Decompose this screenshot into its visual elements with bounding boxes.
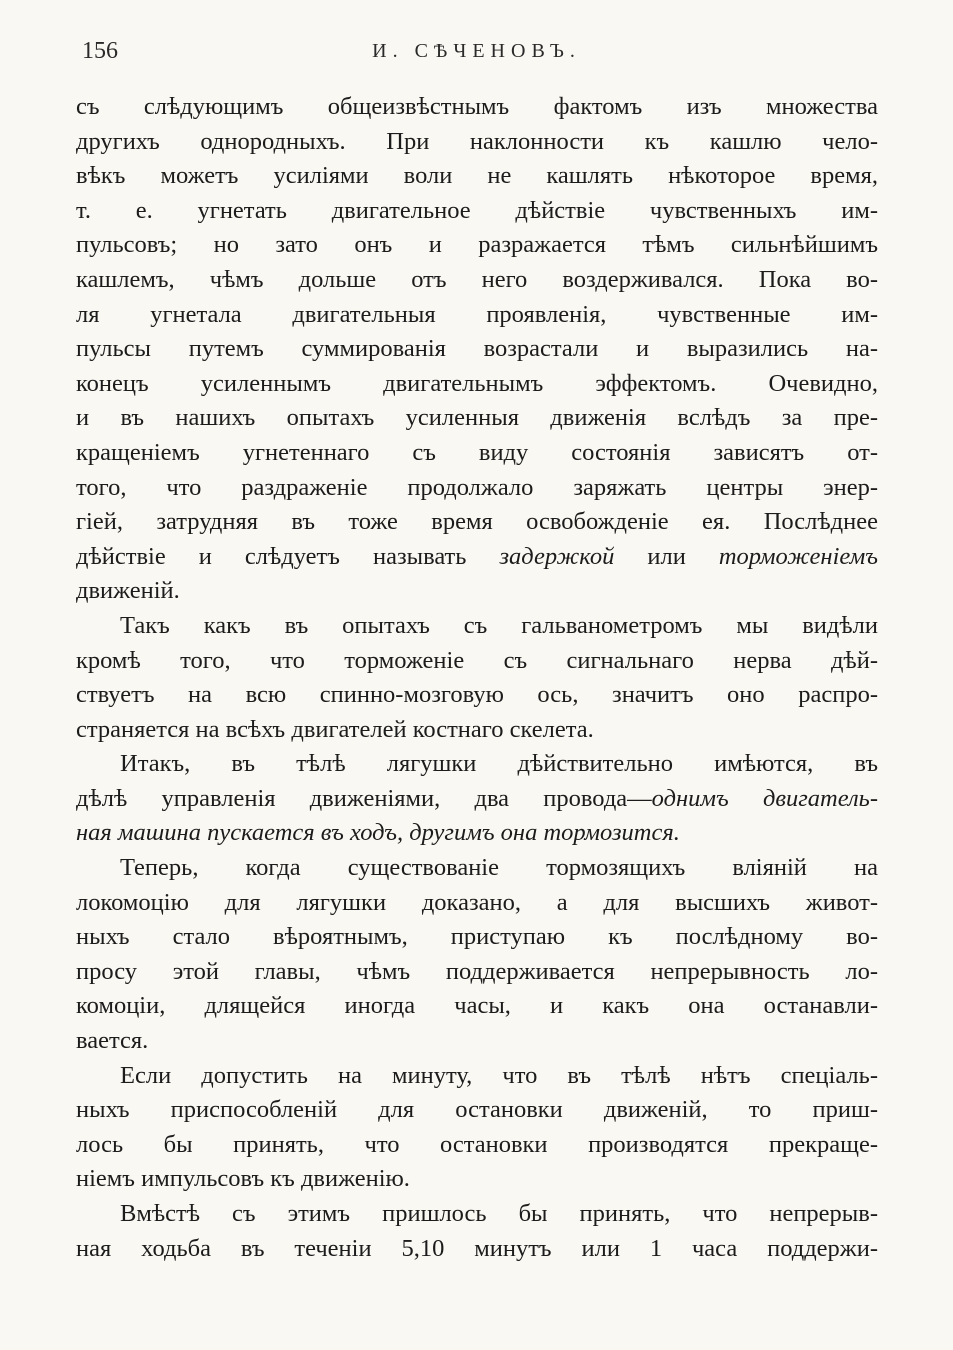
- text-run: или: [614, 542, 719, 570]
- text-line: кромѣ того, что торможеніе съ сигнальнаго нерва дѣй-: [76, 646, 878, 674]
- emphasis-term: торможеніемъ: [718, 542, 878, 570]
- text-line: [76, 816, 878, 851]
- text-line: Итакъ, въ тѣлѣ лягушки дѣйствительно имѣются, въ: [120, 750, 878, 778]
- text-line: лось бы принять, что остановки производятся прекраще-: [76, 1130, 878, 1158]
- text-line: вается.: [76, 1027, 149, 1055]
- emphasis-phrase: ная машина пускается въ ходъ, другимъ она тормозится.: [76, 819, 680, 847]
- text-line: локомоцію для лягушки доказано, а для высшихъ живот-: [76, 888, 878, 916]
- emphasis-term: задержкой: [499, 542, 615, 570]
- text-line: просу этой главы, чѣмъ поддерживается непрерывность ло-: [76, 957, 878, 985]
- text-line: движеній.: [76, 577, 180, 605]
- text-line: пульсы путемъ суммированія возрастали и выразились на-: [76, 335, 878, 363]
- text-line: пульсовъ; но зато онъ и разражается тѣмъ сильнѣйшимъ: [76, 231, 878, 259]
- page-number: 156: [82, 38, 118, 64]
- text-line: другихъ однородныхъ. При наклонности къ кашлю чело-: [76, 127, 878, 155]
- text-line: съ слѣдующимъ общеизвѣстнымъ фактомъ изъ множества: [76, 93, 878, 120]
- text-line: страняется на всѣхъ двигателей костнаго скелета.: [76, 715, 594, 743]
- text-line: кращеніемъ угнетеннаго съ виду состоянія зависятъ от-: [76, 438, 878, 466]
- text-line: вѣкъ можетъ усиліями воли не кашлять нѣкоторое время,: [76, 162, 878, 190]
- running-head: И. СѢЧЕНОВЪ.: [372, 40, 581, 62]
- text-line: [76, 540, 878, 575]
- text-line: комоціи, длящейся иногда часы, и какъ она останавли-: [76, 992, 878, 1020]
- text-line: Если допустить на минуту, что въ тѣлѣ нѣтъ спеціаль-: [120, 1061, 878, 1089]
- page-header: [80, 38, 873, 70]
- body-text: [76, 90, 878, 1266]
- text-line: [76, 782, 878, 817]
- text-line: ныхъ приспособленій для остановки движеній, то приш-: [76, 1096, 878, 1124]
- text-line: т. е. угнетать двигательное дѣйствіе чувственныхъ им-: [76, 196, 878, 224]
- text-line: ніемъ импульсовъ къ движенію.: [76, 1165, 410, 1193]
- text-line: Вмѣстѣ съ этимъ пришлось бы принять, что непрерыв-: [120, 1200, 878, 1227]
- text-line: ныхъ стало вѣроятнымъ, приступаю къ послѣдному во-: [76, 923, 878, 951]
- text-line: Такъ какъ въ опытахъ съ гальванометромъ мы видѣли: [120, 611, 878, 639]
- text-line: ствуетъ на всю спинно-мозговую ось, значитъ оно распро-: [76, 681, 878, 709]
- text-line: и въ нашихъ опытахъ усиленныя движенія вслѣдъ за пре-: [76, 404, 878, 432]
- text-line: гіей, затрудняя въ тоже время освобожденіе ея. Послѣднее: [76, 508, 878, 536]
- text-line: ля угнетала двигательныя проявленія, чувственные им-: [76, 300, 878, 328]
- text-line: Теперь, когда существованіе тормозящихъ вліяній на: [120, 854, 878, 882]
- text-run: дѣйствіе и слѣдуетъ называть: [76, 542, 500, 570]
- text-run: дѣлѣ управленія движеніями, два провода—: [76, 784, 652, 812]
- text-line: ная ходьба въ теченіи 5,10 минутъ или 1 часа поддержи-: [76, 1234, 878, 1262]
- text-line: того, что раздраженіе продолжало заряжать центры энер-: [76, 473, 878, 501]
- text-line: кашлемъ, чѣмъ дольше отъ него воздерживался. Пока во-: [76, 265, 878, 293]
- emphasis-phrase: однимъ двигатель-: [651, 784, 878, 812]
- text-line: конецъ усиленнымъ двигательнымъ эффектомъ. Очевидно,: [76, 369, 878, 397]
